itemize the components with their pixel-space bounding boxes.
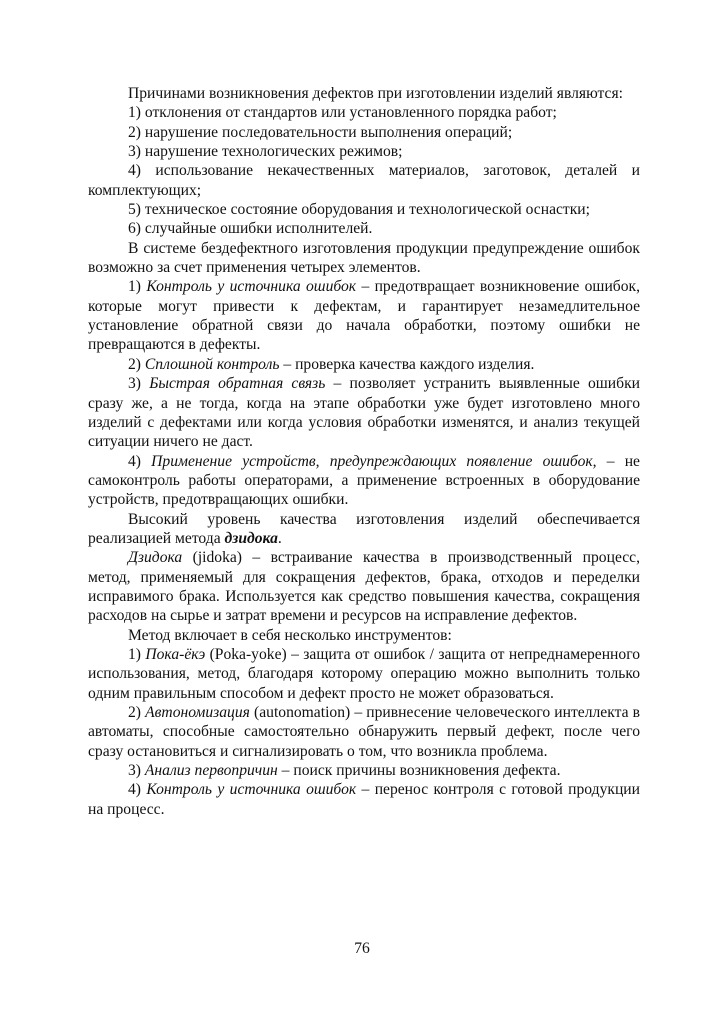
italic-term: Контроль у источника ошибок xyxy=(146,781,357,799)
text-run: 1) xyxy=(128,278,147,296)
text-run: Высокий уровень качества изготовления изделий обеспечивается реализацией метода xyxy=(88,510,640,547)
text-run: . xyxy=(277,529,282,547)
italic-term: Сплошной контроль xyxy=(144,355,280,373)
paragraph xyxy=(88,277,640,354)
italic-term: Дзидока xyxy=(128,549,183,567)
paragraph xyxy=(88,219,640,238)
text-run: 6) случайные ошибки исполнителей. xyxy=(128,220,373,238)
text-run: 2) xyxy=(128,355,145,373)
paragraph xyxy=(88,703,640,761)
paragraph xyxy=(88,142,640,161)
body-text xyxy=(88,84,640,819)
paragraph xyxy=(88,84,640,103)
text-run: – не самоконтроль работы операторами, а применение встроенных в оборудование устройств, предотвращающих ошибки. xyxy=(88,452,640,509)
bold-wrapper xyxy=(225,530,278,547)
text-run: 4) xyxy=(128,781,147,799)
text-run: 5) техническое состояние оборудования и технологической оснастки; xyxy=(128,201,590,219)
text-run: 1) отклонения от стандартов или установленного порядка работ; xyxy=(128,104,557,122)
text-run: Причинами возникновения дефектов при изготовлении изделий являются: xyxy=(128,85,623,102)
page-number: 76 xyxy=(354,940,370,957)
italic-term: Применение устройств, предупреждающих появление ошибок, xyxy=(151,452,597,470)
text-run: 4) использование некачественных материалов, заготовок, деталей и комплектующих; xyxy=(88,162,640,199)
text-run: 4) xyxy=(128,452,152,470)
paragraph xyxy=(88,200,640,219)
text-run: – проверка качества каждого изделия. xyxy=(279,355,535,373)
text-run: Метод включает в себя несколько инструментов: xyxy=(128,626,452,644)
text-run: (autonomation) – привнесение человеческого интеллекта в автоматы, способные самостоятельно обнаружить первый дефект, после чего сразу остановиться и сигнализировать о том, что возникла проблема. xyxy=(88,704,641,760)
text-run: 3) xyxy=(128,375,150,393)
text-run: – предотвращает возникновение ошибок, которые могут привести к дефектам, и гарантирует незамедлительное установление обратной связи до начала обработки, поэтому ошибки не превращаются в дефекты. xyxy=(88,278,640,354)
italic-term: Автономизация xyxy=(145,704,250,721)
text-run: 1) xyxy=(128,645,146,663)
paragraph xyxy=(88,123,640,142)
text-run: 2) нарушение последовательности выполнения операций; xyxy=(128,123,513,141)
italic-term: Анализ первопричин xyxy=(144,762,278,780)
bold-italic-term: дзидока xyxy=(224,529,278,547)
paragraph xyxy=(88,161,640,200)
text-run: 3) xyxy=(128,762,145,780)
paragraph xyxy=(88,239,640,278)
italic-term: Быстрая обратная связь xyxy=(149,375,326,393)
text-run: 3) нарушение технологических режимов; xyxy=(128,143,403,161)
italic-term: Пока-ёкэ xyxy=(145,645,206,663)
text-run: – позволяет устранить выявленные ошибки сразу же, а не тогда, когда на этапе обработки уже будет изготовлено много изделий с дефектами или когда условия обработки изменятся, и анализ текущей ситуации ничего не даст. xyxy=(88,375,640,451)
text-run: (Poka-yoke) – защита от ошибок / защита от непреднамеренного использования, метод, благодаря которому операцию можно выполнить только одним правильным способом и дефект просто не может образоваться. xyxy=(88,645,640,702)
paragraph xyxy=(88,103,640,122)
paragraph xyxy=(88,780,640,819)
italic-term: Контроль у источника ошибок xyxy=(146,278,357,296)
paragraph xyxy=(88,374,640,451)
paragraph xyxy=(88,761,640,780)
paragraph xyxy=(88,452,640,510)
text-run: – перенос контроля с готовой продукции на процесс. xyxy=(88,781,640,818)
text-run: В системе бездефектного изготовления продукции предупреждение ошибок возможно за счет применения четырех элементов. xyxy=(88,239,640,277)
paragraph xyxy=(88,510,640,549)
text-run: (jidoka) – встраивание качества в производственный процесс, метод, применяемый для сокращения дефектов, брака, отходов и переделки исправимого брака. Используется как средство повышения качества, сокращения расходов на сырье и затрат времени и ресурсов на исправление дефектов. xyxy=(88,549,640,625)
paragraph xyxy=(88,626,640,645)
paragraph xyxy=(88,645,640,703)
paragraph xyxy=(88,355,640,374)
text-run: – поиск причины возникновения дефекта. xyxy=(277,762,561,780)
paragraph xyxy=(88,548,640,625)
text-run: 2) xyxy=(128,704,146,721)
